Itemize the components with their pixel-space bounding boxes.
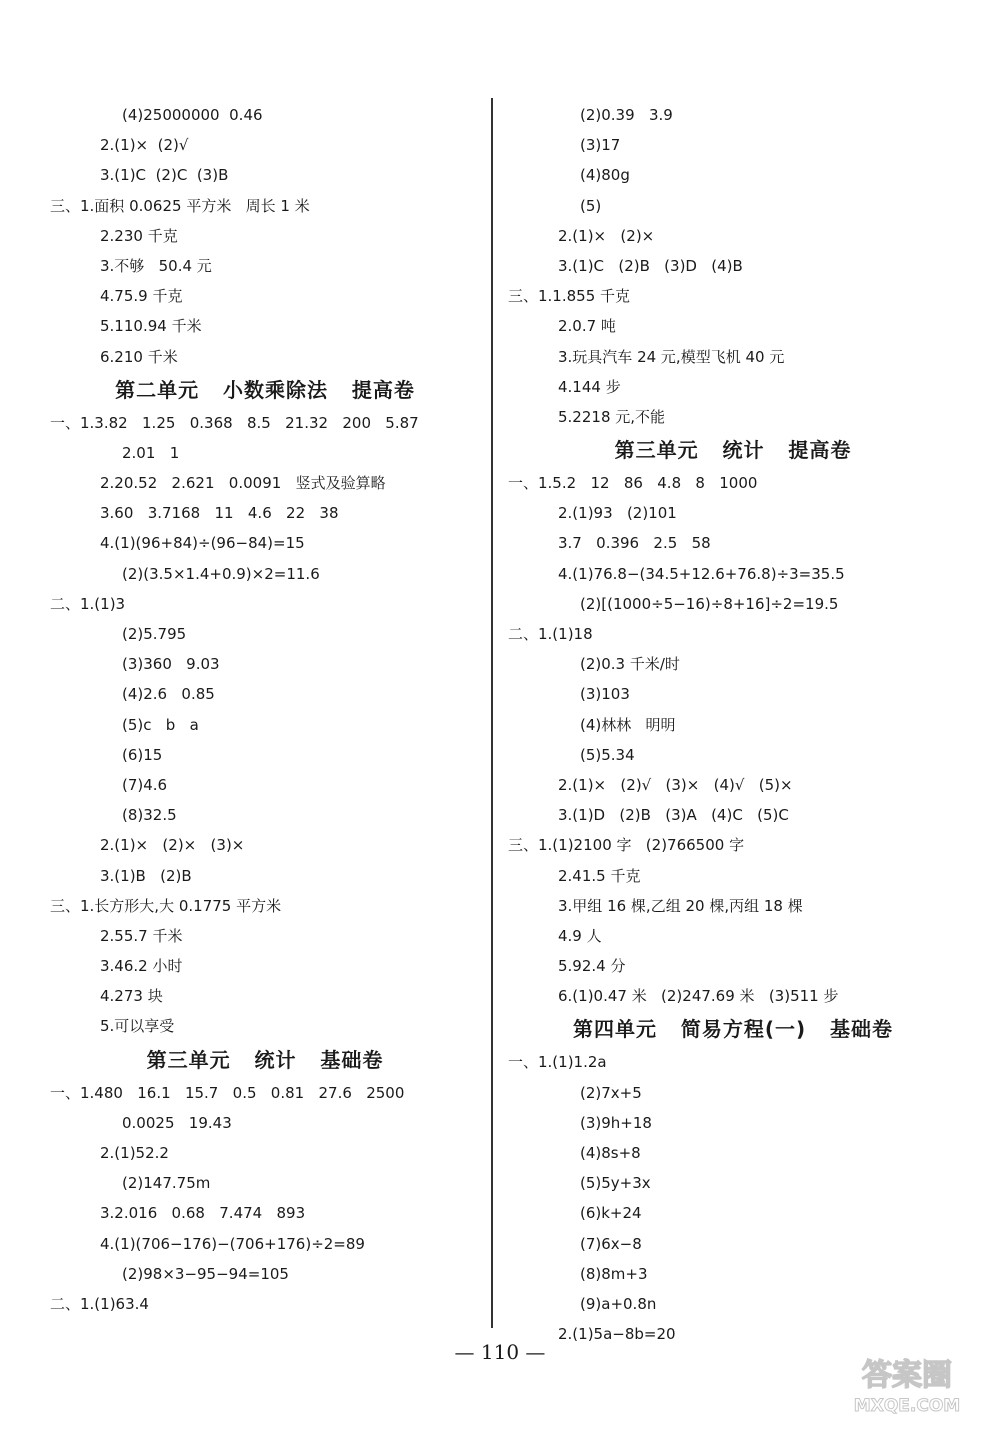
answer-column-right — [508, 100, 958, 1349]
section-heading: 第三单元 统计 提高卷 — [614, 438, 852, 463]
answer-line: 一、1.(1)1.2a — [508, 1053, 607, 1072]
answer-line: 3.(1)B (2)B — [100, 866, 192, 885]
answer-line: 3.玩具汽车 24 元,模型飞机 40 元 — [558, 347, 785, 366]
answer-line: 3.不够 50.4 元 — [100, 256, 212, 275]
watermark-logo — [840, 1349, 975, 1419]
answer-column-left — [50, 100, 480, 1319]
answer-line: 三、1.面积 0.0625 平方米 周长 1 米 — [50, 196, 310, 215]
answer-line: (9)a+0.8n — [580, 1294, 657, 1313]
answer-line: (6)15 — [122, 745, 163, 764]
answer-line: (5) — [580, 196, 602, 215]
answer-line: 4.144 步 — [558, 377, 621, 396]
answer-line: 6.210 千米 — [100, 347, 178, 366]
column-divider — [491, 98, 493, 1328]
answer-line: 2.(1)× (2)× (3)× — [100, 836, 245, 855]
answer-line: 2.(1)× (2)√ (3)× (4)√ (5)× — [558, 775, 793, 794]
answer-line: (2)7x+5 — [580, 1083, 642, 1102]
answer-line: 一、1.480 16.1 15.7 0.5 0.81 27.6 2500 — [50, 1083, 405, 1102]
watermark-text-cn: 答案圈 — [862, 1358, 952, 1393]
answer-line: 二、1.(1)63.4 — [50, 1294, 149, 1313]
answer-line: (2)98×3−95−94=105 — [122, 1264, 289, 1283]
answer-line: (5)c b a — [122, 715, 199, 734]
answer-line: (3)360 9.03 — [122, 655, 220, 674]
answer-line: 3.2.016 0.68 7.474 893 — [100, 1204, 306, 1223]
answer-line: (5)5.34 — [580, 745, 635, 764]
answer-line: (2)5.795 — [122, 625, 187, 643]
answer-line: 三、1.长方形大,大 0.1775 平方米 — [50, 896, 282, 915]
watermark-text-url: MXQE.COM — [853, 1396, 961, 1416]
answer-line: 2.41.5 千克 — [558, 866, 641, 885]
answer-line: 5.92.4 分 — [558, 957, 626, 976]
answer-line: 3.(1)C (2)B (3)D (4)B — [558, 256, 743, 275]
answer-line: (3)17 — [580, 136, 621, 155]
answer-line: (7)4.6 — [122, 775, 168, 794]
answer-line: 3.46.2 小时 — [100, 957, 183, 976]
answer-line: 3.甲组 16 棵,乙组 20 棵,丙组 18 棵 — [558, 896, 803, 915]
answer-line: 4.(1)76.8−(34.5+12.6+76.8)÷3=35.5 — [558, 564, 845, 583]
answer-line: (4)2.6 0.85 — [122, 685, 215, 704]
answer-line: (6)k+24 — [580, 1204, 642, 1223]
answer-line: (2)0.39 3.9 — [580, 106, 673, 124]
answer-line: 2.(1)5a−8b=20 — [558, 1325, 676, 1344]
answer-line: (4)8s+8 — [580, 1144, 641, 1162]
answer-line: 5.2218 元,不能 — [558, 407, 666, 426]
section-heading: 第三单元 统计 基础卷 — [146, 1047, 384, 1072]
answer-line: (3)9h+18 — [580, 1113, 652, 1132]
answer-line: (8)8m+3 — [580, 1264, 648, 1283]
answer-line: 2.(1)93 (2)101 — [558, 504, 677, 523]
answer-line: 5.可以享受 — [100, 1017, 175, 1036]
answer-line: (4)80g — [580, 166, 630, 185]
answer-line: 5.110.94 千米 — [100, 317, 202, 336]
answer-line: 3.60 3.7168 11 4.6 22 38 — [100, 504, 339, 523]
answer-line: 二、1.(1)3 — [50, 594, 126, 613]
answer-line: (5)5y+3x — [580, 1174, 651, 1193]
answer-line: 2.01 1 — [122, 443, 180, 462]
answer-line: (3)103 — [580, 685, 630, 704]
answer-line: 一、1.3.82 1.25 0.368 8.5 21.32 200 5.87 — [50, 413, 419, 432]
section-heading: 第四单元 简易方程(一) 基础卷 — [572, 1017, 894, 1042]
answer-line: 2.20.52 2.621 0.0091 竖式及验算略 — [100, 474, 386, 493]
answer-line: (4)林林 明明 — [580, 715, 676, 734]
answer-line: 2.55.7 千米 — [100, 926, 183, 945]
answer-line: 二、1.(1)18 — [508, 625, 593, 643]
answer-line: (2)0.3 千米/时 — [580, 655, 680, 674]
section-heading: 第二单元 小数乘除法 提高卷 — [115, 377, 415, 402]
answer-line: (7)6x−8 — [580, 1234, 642, 1253]
answer-line: 3.7 0.396 2.5 58 — [558, 534, 711, 553]
answer-line: 2.0.7 吨 — [558, 317, 616, 336]
answer-line: 2.(1)× (2)× — [558, 226, 655, 245]
answer-line: 三、1.(1)2100 字 (2)766500 字 — [508, 836, 745, 855]
answer-line: 4.9 人 — [558, 926, 602, 945]
answer-line: 3.(1)D (2)B (3)A (4)C (5)C — [558, 806, 789, 825]
answer-line: 4.273 块 — [100, 987, 163, 1006]
answer-line: 2.(1)× (2)√ — [100, 136, 189, 155]
answer-line: 一、1.5.2 12 86 4.8 8 1000 — [508, 474, 758, 493]
answer-line: 4.(1)(706−176)−(706+176)÷2=89 — [100, 1234, 365, 1253]
answer-line: 0.0025 19.43 — [122, 1113, 232, 1132]
answer-line: 3.(1)C (2)C (3)B — [100, 166, 229, 185]
answer-line: (2)147.75m — [122, 1174, 211, 1193]
answer-line: (2)(3.5×1.4+0.9)×2=11.6 — [122, 564, 320, 583]
answer-line: 2.230 千克 — [100, 226, 178, 245]
answer-line: (8)32.5 — [122, 806, 177, 825]
answer-line: (4)25000000 0.46 — [122, 106, 263, 124]
page-number: — 110 — — [454, 1340, 546, 1364]
answer-line: 4.75.9 千克 — [100, 287, 183, 306]
answer-line: 6.(1)0.47 米 (2)247.69 米 (3)511 步 — [558, 987, 839, 1006]
answer-line: 4.(1)(96+84)÷(96−84)=15 — [100, 534, 305, 553]
answer-line: 三、1.1.855 千克 — [508, 287, 631, 306]
answer-line: 2.(1)52.2 — [100, 1144, 169, 1162]
answer-line: (2)[(1000÷5−16)÷8+16]÷2=19.5 — [580, 594, 839, 613]
